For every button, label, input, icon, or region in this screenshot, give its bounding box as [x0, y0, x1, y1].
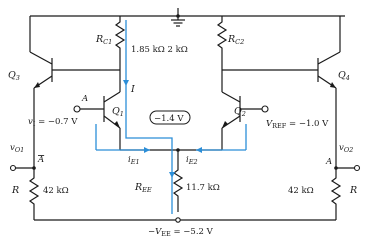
q1-label: $Q_1$	[112, 106, 124, 118]
q3-transistor	[30, 16, 120, 88]
vi-label: $v_I = -0.7$ V	[28, 117, 78, 128]
q4-transistor	[222, 16, 340, 88]
rc2-label: $R_{C2}$	[228, 34, 245, 46]
node-a-right-label: A	[326, 157, 333, 167]
vref-label: $V_{REF} = -1.0$ V	[266, 119, 329, 130]
r-right-resistor	[332, 168, 340, 220]
ree-value-label: 11.7 kΩ	[186, 183, 220, 193]
vo1-label: $v_{O1}$	[10, 143, 25, 154]
q4-label: $Q_4$	[338, 70, 350, 82]
vo2-label: $v_{O2}$	[339, 143, 354, 154]
rc2-resistor	[218, 16, 226, 70]
ie1-label: $i_{E1}$	[128, 155, 140, 166]
ree-label: $R_{EE}$	[135, 182, 152, 194]
ground-symbol	[171, 8, 185, 26]
q3-label: $Q_3$	[8, 70, 20, 82]
r-left-label: R	[12, 185, 20, 196]
ree-resistor	[174, 150, 182, 212]
q1-transistor	[74, 70, 120, 128]
node-a-left-label: A	[38, 155, 45, 165]
rc1-resistor	[116, 16, 124, 70]
rc1-label: $R_{C1}$	[96, 34, 113, 46]
ie2-label: $i_{E2}$	[186, 155, 198, 166]
q2-transistor	[222, 70, 268, 128]
r-left-value-label: 42 kΩ	[43, 186, 69, 196]
r-right-label: R	[350, 185, 358, 196]
r-left-resistor	[30, 168, 38, 220]
node-a-top-label: A	[82, 94, 89, 104]
emitter-voltage-label: −1.4 V	[154, 114, 184, 124]
rc-values-label: 1.85 kΩ 2 kΩ	[131, 45, 188, 55]
vee-label: $-V_{EE} = -5.2$ V	[148, 227, 213, 238]
q2-label: $Q_2$	[234, 106, 246, 118]
current-i-label: I	[131, 84, 135, 95]
r-right-value-label: 42 kΩ	[288, 186, 314, 196]
